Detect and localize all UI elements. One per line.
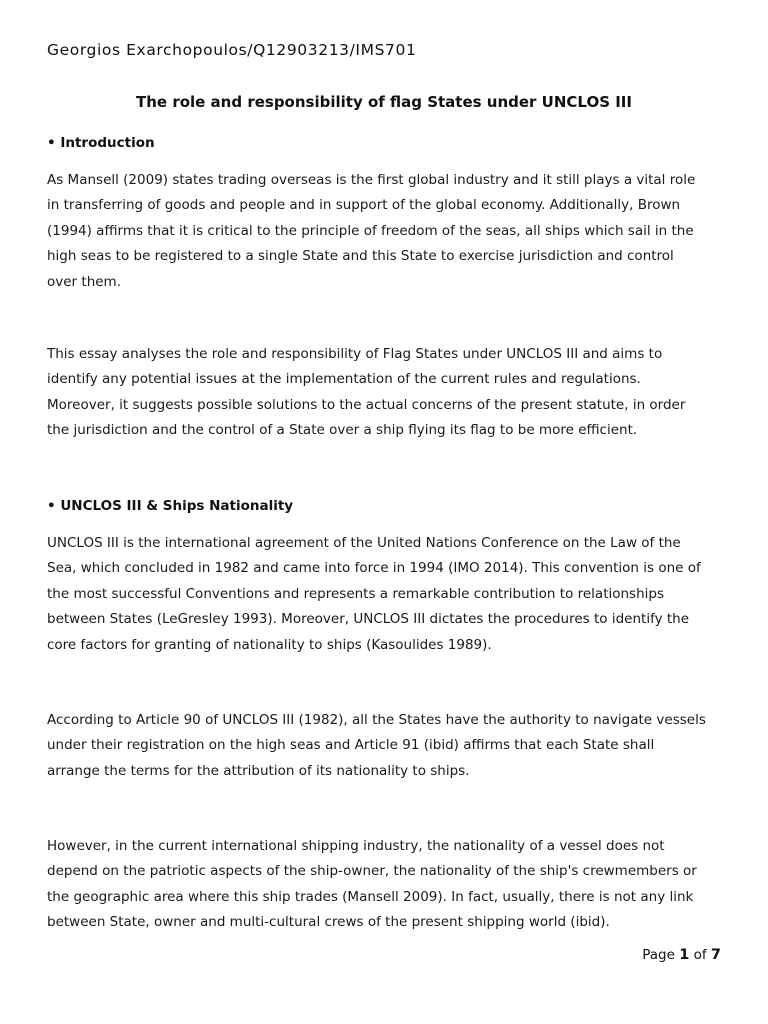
author-header: Georgios Exarchopoulos/Q12903213/IMS701: [47, 41, 417, 59]
text-line: This essay analyses the role and responsibility of Flag States under UNCLOS III and aims to: [47, 346, 663, 362]
text-line: Moreover, it suggests possible solutions to the actual concerns of the present statute, in order: [47, 396, 686, 413]
text-line: Sea, which concluded in 1982 and came into force in 1994 (IMO 2014). This convention is one of: [47, 560, 701, 577]
text-line: between States (LeGresley 1993). Moreover, UNCLOS III dictates the procedures to identify the: [47, 611, 690, 628]
paragraph-intro-1: [47, 168, 727, 295]
text-line: identify any potential issues at the implementation of the current rules and regulations.: [47, 371, 641, 388]
text-line: under their registration on the high seas and Article 91 (ibid) affirms that each State shall: [47, 737, 655, 754]
page-label: Page: [642, 947, 675, 963]
paragraph-nationality-2: [47, 708, 727, 784]
document-title: The role and responsibility of flag States under UNCLOS III: [136, 93, 632, 111]
section-heading-nationality: • UNCLOS III & Ships Nationality: [47, 498, 294, 514]
page-total: 7: [710, 947, 721, 963]
text-line: depend on the patriotic aspects of the ship-owner, the nationality of the ship's crewmembers or: [47, 863, 697, 880]
text-line: over them.: [47, 273, 121, 290]
text-line: arrange the terms for the attribution of its nationality to ships.: [47, 762, 470, 779]
paragraph-intro-2: [47, 342, 727, 444]
text-line: (1994) affirms that it is critical to the principle of freedom of the seas, all ships which sail in the: [47, 222, 694, 239]
text-line: However, in the current international shipping industry, the nationality of a vessel does not: [47, 838, 665, 854]
text-line: high seas to be registered to a single State and this State to exercise jurisdiction and control: [47, 248, 674, 265]
text-line: As Mansell (2009) states trading overseas is the first global industry and it still plays a vital role: [47, 172, 696, 188]
page-of-label: of: [693, 947, 707, 963]
page-current: 1: [679, 947, 690, 963]
text-line: in transferring of goods and people and in support of the global economy. Additionally, Brown: [47, 197, 681, 214]
text-line: UNCLOS III is the international agreement of the United Nations Conference on the Law of the: [47, 535, 681, 551]
section-heading-introduction: • Introduction: [47, 135, 155, 151]
paragraph-nationality-3: [47, 834, 727, 936]
text-line: core factors for granting of nationality to ships (Kasoulides 1989).: [47, 636, 492, 653]
text-line: According to Article 90 of UNCLOS III (1982), all the States have the authority to navigate vessels: [47, 712, 706, 728]
page-number-footer: [642, 947, 721, 963]
text-line: the most successful Conventions and represents a remarkable contribution to relationships: [47, 585, 665, 602]
paragraph-nationality-1: [47, 531, 727, 658]
text-line: the jurisdiction and the control of a State over a ship flying its flag to be more efficient.: [47, 422, 638, 439]
text-line: between State, owner and multi-cultural crews of the present shipping world (ibid).: [47, 914, 610, 931]
text-line: the geographic area where this ship trades (Mansell 2009). In fact, usually, there is not any link: [47, 888, 694, 905]
